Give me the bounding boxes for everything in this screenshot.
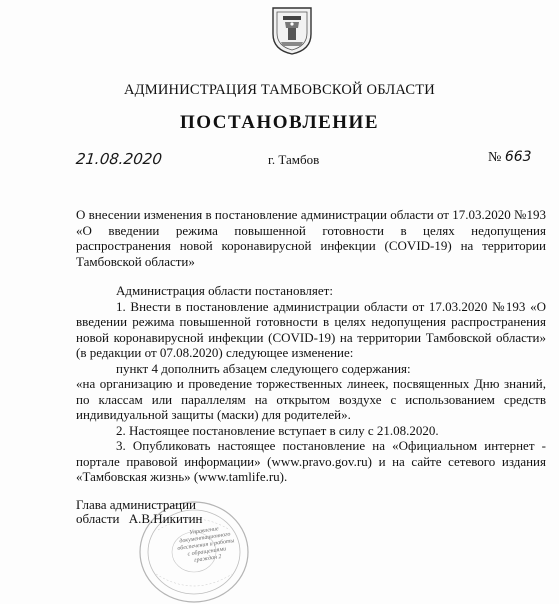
signature-position-line-1: Глава администрации — [76, 497, 197, 512]
body-item-2: 2. Настоящее постановление вступает в силу с 21.08.2020. — [116, 422, 439, 438]
signature-position-line-2 — [76, 512, 203, 526]
number-prefix: № — [488, 150, 502, 165]
body-item-1-quote: «на организацию и проведение торжественных линеек, посвященных Дню знаний, по классам или параллелям на открытом воздухе с использованием средств индивидуальной защиты (маски) для родителей». — [76, 376, 546, 422]
document-body — [76, 283, 546, 485]
body-item-1: 1. Внести в постановление администрации области от 17.03.2020 №193 «О введении режима повышенной готовности в целях недопущения распространения новой коронавирусной инфекции (COVID-19) на территории Тамбовской области» (в редакции от 07.08.2020) следующее изменение: — [76, 298, 546, 360]
document-type-heading: ПОСТАНОВЛЕНИЕ — [179, 112, 380, 133]
document-number — [488, 149, 532, 166]
signature-position-region: области — [76, 510, 120, 526]
signature-name: А.В.Никитин — [128, 510, 203, 526]
number-handwritten: 663 — [504, 149, 532, 165]
body-item-1-sub: пункт 4 дополнить абзацем следующего содержания: — [116, 360, 411, 376]
body-item-3: 3. Опубликовать настоящее постановление на «Официальном интернет - портале правовой информации» (www.pravo.gov.ru) и на сайте сетевого издания «Тамбовская жизнь» (www.tamlife.ru). — [76, 438, 546, 484]
body-intro: Администрация области постановляет: — [116, 283, 333, 298]
stamp-text: Управление документационного обеспечения и работы с обращениями граждан 2 — [177, 526, 235, 564]
signature-block — [76, 498, 203, 525]
coat-of-arms-emblem — [271, 4, 313, 56]
organization-name: АДМИНИСТРАЦИЯ ТАМБОВСКОЙ ОБЛАСТИ — [124, 82, 435, 98]
document-date-handwritten: 21.08.2020 — [75, 150, 163, 168]
document-city: г. Тамбов — [268, 152, 320, 167]
document-title: О внесении изменения в постановление администрации области от 17.03.2020 №193 «О введении режима повышенной готовности в целях недопущения распространения новой коронавирусной инфекции (COVID-19) на территории Тамбовской области» — [76, 207, 546, 269]
